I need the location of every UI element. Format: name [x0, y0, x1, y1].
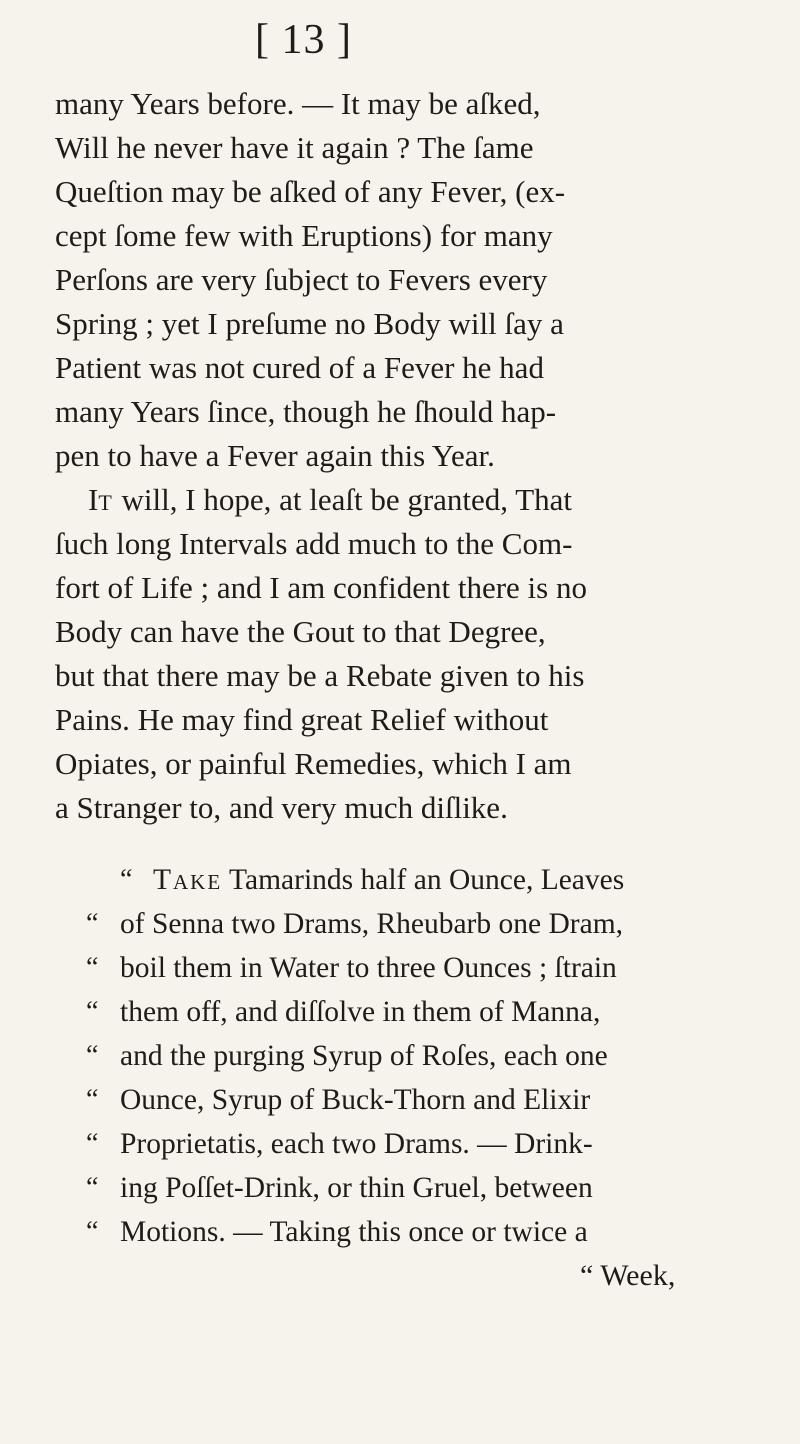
paragraph-2-first-line-rest: will, I hope, at leaſt be granted, That — [113, 482, 573, 517]
paragraph-1-line-4: cept ſome few with Eruptions) for many — [55, 218, 553, 253]
paragraph-1-line-5: Perſons are very ſubject to Fevers every — [55, 262, 548, 297]
recipe-line-text: Proprietatis, each two Drams. — Drink- — [120, 1128, 593, 1160]
recipe-line-8 — [0, 1166, 800, 1210]
recipe-line-text: boil them in Water to three Ounces ; ſtrain — [120, 952, 617, 984]
recipe-first-word: Take — [153, 864, 223, 896]
paragraph-1-line-9: pen to have a Fever again this Year. — [55, 438, 495, 473]
recipe-line-4 — [0, 990, 800, 1034]
recipe-line-text: them off, and diſſolve in them of Manna, — [120, 996, 601, 1028]
paragraph-1-line-2: Will he never have it again ? The ſame — [55, 130, 534, 165]
page-number: [ 13 ] — [255, 17, 352, 63]
paragraph-2-line-6: Pains. He may find great Relief without — [55, 702, 549, 737]
paragraph-2-line-3: fort of Life ; and I am confident there is no — [55, 570, 587, 605]
recipe-first-line — [153, 858, 624, 902]
paragraph-2-first-word-rest: t — [98, 482, 114, 517]
recipe-line-2 — [0, 902, 800, 946]
paragraph-2-line-7: Opiates, or painful Remedies, which I am — [55, 746, 572, 781]
paragraph-1-line-8: many Years ſince, though he ſhould hap- — [55, 394, 557, 429]
recipe-line-5 — [0, 1034, 800, 1078]
quote-mark: “ — [86, 1216, 99, 1247]
recipe-line-text: ing Poſſet-Drink, or thin Gruel, between — [120, 1172, 593, 1204]
recipe-line-text: Motions. — Taking this once or twice a — [120, 1216, 588, 1248]
recipe-line-9 — [0, 1210, 800, 1254]
quote-mark: “ — [86, 952, 99, 983]
quote-mark: “ — [86, 1084, 99, 1115]
quote-mark: “ — [86, 1172, 99, 1203]
paragraph-1-line-3: Queſtion may be aſked of any Fever, (ex- — [55, 174, 566, 209]
paragraph-2-line-8: a Stranger to, and very much diſlike. — [55, 790, 508, 825]
paragraph-1-line-6: Spring ; yet I preſume no Body will ſay a — [55, 306, 564, 341]
paragraph-2-first-letter: I — [88, 482, 99, 517]
paragraph-2-line-4: Body can have the Gout to that Degree, — [55, 614, 546, 649]
paragraph-2-line-1 — [88, 478, 760, 522]
recipe-line-text: and the purging Syrup of Roſes, each one — [120, 1040, 608, 1072]
recipe-line-7 — [0, 1122, 800, 1166]
catchword: “ Week, — [580, 1259, 676, 1292]
recipe-line-6 — [0, 1078, 800, 1122]
paragraph-2-line-2: ſuch long Intervals add much to the Com- — [55, 526, 573, 561]
paragraph-1-line-7: Patient was not cured of a Fever he had — [55, 350, 544, 385]
recipe-line-3 — [0, 946, 800, 990]
quote-mark: “ — [86, 996, 99, 1027]
quote-mark: “ — [86, 908, 99, 939]
recipe-line-1 — [0, 858, 800, 902]
paragraph-1-line-1: many Years before. — It may be aſked, — [55, 86, 541, 121]
quote-mark: “ — [120, 864, 133, 895]
recipe-line-text: Ounce, Syrup of Buck-Thorn and Elixir — [120, 1084, 591, 1116]
quote-mark: “ — [86, 1128, 99, 1159]
paragraph-2-line-5: but that there may be a Rebate given to his — [55, 658, 585, 693]
recipe-line-text: of Senna two Drams, Rheubarb one Dram, — [120, 908, 624, 940]
recipe-first-line-rest: Tamarinds half an Ounce, Leaves — [222, 864, 625, 896]
quote-mark: “ — [86, 1040, 99, 1071]
